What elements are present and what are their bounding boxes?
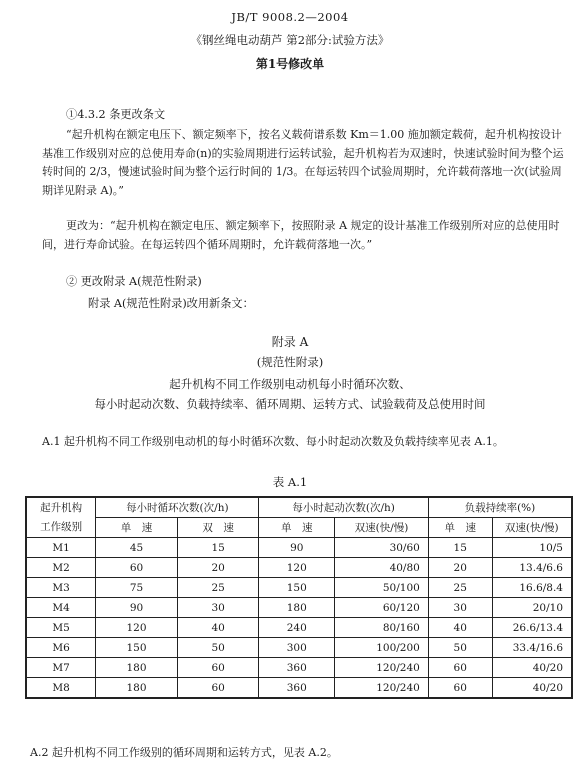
table-cell: M8	[26, 678, 96, 699]
section2-heading: ② 更改附录 A(规范性附录)	[66, 275, 202, 288]
table-cell: 120/240	[335, 678, 429, 699]
table-row	[26, 678, 572, 699]
header-single-speed-3: 单 速	[428, 518, 492, 538]
table-cell: 20/10	[492, 598, 572, 618]
table-cell: 25	[428, 578, 492, 598]
table-cell: 60	[96, 558, 178, 578]
clause-a2: A.2 起升机构不同工作级别的循环周期和运转方式，见表 A.2。	[30, 746, 338, 759]
header-double-speed-1: 双 速	[177, 518, 259, 538]
table-cell: 60	[428, 658, 492, 678]
section2-note: 附录 A(规范性附录)改用新条文：	[88, 297, 254, 310]
table-cell: 60	[177, 678, 259, 699]
table-cell: 16.6/8.4	[492, 578, 572, 598]
table-cell: 33.4/16.6	[492, 638, 572, 658]
changed-clause: 更改为：“起升机构在额定电压、额定频率下，按照附录 A 规定的设计基准工作级别所对应的总使用时间，进行寿命试验。在每运转四个循环周期时，允许载荷落地一次。”	[42, 219, 560, 251]
table-cell: 90	[259, 538, 335, 558]
table-cell: M2	[26, 558, 96, 578]
table-cell: 360	[259, 658, 335, 678]
table-cell: M7	[26, 658, 96, 678]
table-cell: 26.6/13.4	[492, 618, 572, 638]
table-cell: 180	[259, 598, 335, 618]
table-cell: 300	[259, 638, 335, 658]
section1-heading: ①4.3.2 条更改条文	[66, 108, 166, 121]
table-cell: M3	[26, 578, 96, 598]
table-cell: 120	[259, 558, 335, 578]
table-cell: 40	[177, 618, 259, 638]
table-cell: 40/20	[492, 678, 572, 699]
header-starts-per-hour: 每小时起动次数(次/h)	[259, 497, 428, 518]
table-cell: M4	[26, 598, 96, 618]
table-cell: M5	[26, 618, 96, 638]
table-cell: 40	[428, 618, 492, 638]
table-row	[26, 558, 572, 578]
standard-title: 《钢丝绳电动葫芦 第2部分:试验方法》	[190, 33, 390, 47]
table-cell: 80/160	[335, 618, 429, 638]
table-cell: 25	[177, 578, 259, 598]
header-double-speed-3: 双速(快/慢)	[492, 518, 572, 538]
table-cell: 13.4/6.6	[492, 558, 572, 578]
table-header-row-1	[26, 497, 572, 518]
table-cell: 150	[259, 578, 335, 598]
table-cell: 180	[96, 678, 178, 699]
table-cell: 100/200	[335, 638, 429, 658]
table-row	[26, 598, 572, 618]
table-cell: 50	[177, 638, 259, 658]
header-work-class	[26, 497, 96, 538]
table-cell: 90	[96, 598, 178, 618]
table-cell: 15	[177, 538, 259, 558]
appendix-subtitle-2: 每小时起动次数、负载持续率、循环周期、运转方式、试验载荷及总使用时间	[94, 397, 486, 411]
amendment-title: 第1号修改单	[255, 57, 325, 71]
table-cell: 150	[96, 638, 178, 658]
appendix-type: (规范性附录)	[256, 355, 324, 369]
table-cell: 60	[177, 658, 259, 678]
table-cell: 75	[96, 578, 178, 598]
table-header-row-2	[26, 518, 572, 538]
table-cell: 50/100	[335, 578, 429, 598]
table-cell: 40/80	[335, 558, 429, 578]
table-cell: 60/120	[335, 598, 429, 618]
table-cell: M6	[26, 638, 96, 658]
original-clause: “起升机构在额定电压下、额定频率下，按名义载荷谱系数 Km＝1.00 施加额定载荷，起升机构按设计基准工作级别对应的总使用寿命(n)的实验周期进行运转试验，起升机构若为双速时，快速试验时间为整个运转时间的 2/3，慢速试验时间为整个运行时间的 1/3。在每运转四个试验周期时，允许载荷落地一次(试验周期详见附录 A)。”	[42, 128, 564, 197]
table-cell: 180	[96, 658, 178, 678]
table-row	[26, 578, 572, 598]
appendix-title: 附录 A	[271, 335, 309, 349]
table-cell: 20	[428, 558, 492, 578]
header-work-class-line2: 工作级别	[40, 520, 83, 533]
table-cell: 30/60	[335, 538, 429, 558]
table-cell: 30	[428, 598, 492, 618]
header-work-class-line1: 起升机构	[40, 501, 83, 514]
table-cell: 240	[259, 618, 335, 638]
table-row	[26, 658, 572, 678]
header-double-speed-2: 双速(快/慢)	[335, 518, 429, 538]
table-row	[26, 638, 572, 658]
table-cell: 120/240	[335, 658, 429, 678]
table-cell: 15	[428, 538, 492, 558]
table-cell: 10/5	[492, 538, 572, 558]
table-cell: 20	[177, 558, 259, 578]
table-row	[26, 618, 572, 638]
table-cell: 60	[428, 678, 492, 699]
table-a1	[25, 496, 573, 699]
table-cell: M1	[26, 538, 96, 558]
table-cell: 50	[428, 638, 492, 658]
standard-number: JB/T 9008.2—2004	[231, 10, 349, 24]
header-single-speed-1: 单 速	[96, 518, 178, 538]
table-cell: 120	[96, 618, 178, 638]
header-single-speed-2: 单 速	[259, 518, 335, 538]
table-cell: 30	[177, 598, 259, 618]
table-cell: 360	[259, 678, 335, 699]
header-duty-rate: 负载持续率(%)	[428, 497, 572, 518]
appendix-subtitle-1: 起升机构不同工作级别电动机每小时循环次数、	[169, 377, 411, 391]
header-cycles-per-hour: 每小时循环次数(次/h)	[96, 497, 259, 518]
table-cell: 40/20	[492, 658, 572, 678]
table-cell: 45	[96, 538, 178, 558]
table-row	[26, 538, 572, 558]
clause-a1: A.1 起升机构不同工作级别电动机的每小时循环次数、每小时起动次数及负载持续率见表 A.1。	[42, 435, 504, 448]
table-caption: 表 A.1	[272, 475, 308, 489]
